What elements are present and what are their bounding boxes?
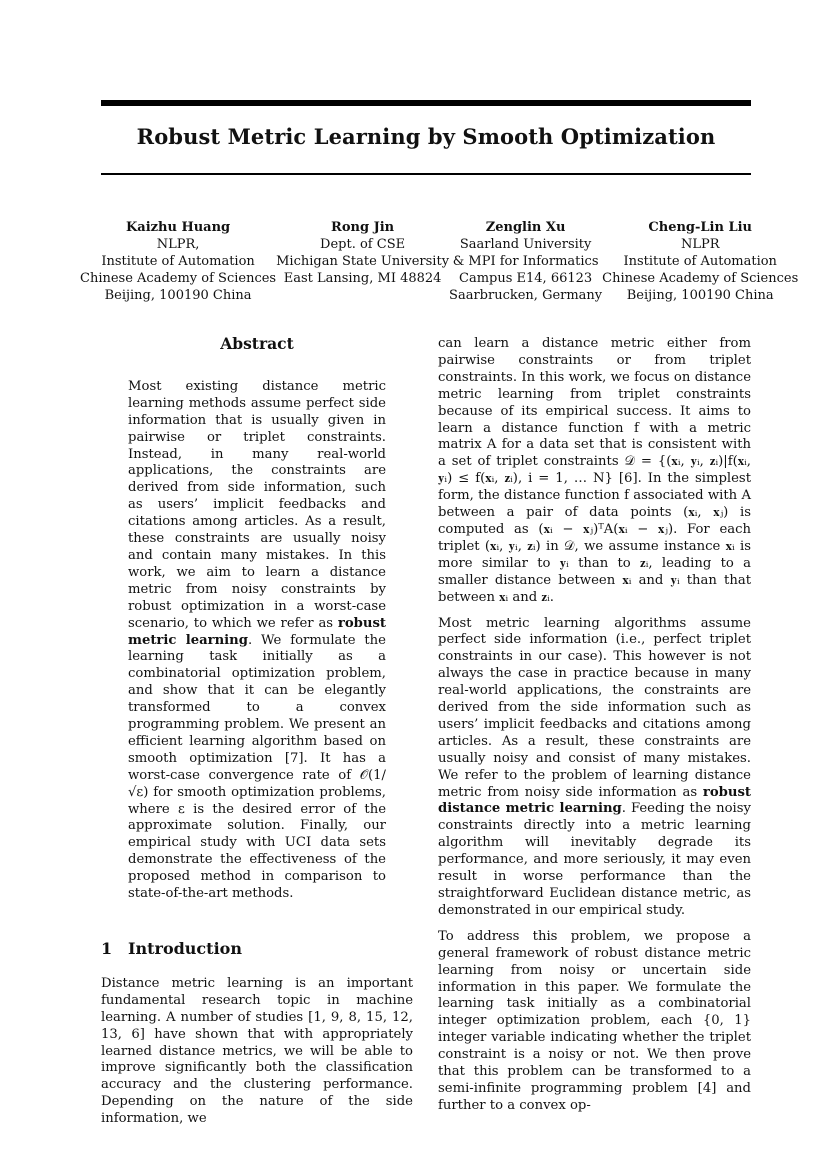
section-title: Introduction — [128, 939, 242, 958]
author-affiliation-line: Campus E14, 66123 — [459, 271, 593, 286]
author-jin — [276, 219, 449, 304]
author-affiliation-line: Beijing, 100190 China — [104, 288, 252, 303]
right-column — [438, 336, 751, 1115]
author-affiliation-line: Michigan State University — [276, 254, 450, 269]
author-huang — [80, 219, 276, 304]
author-affiliation-line: NLPR, — [156, 237, 200, 252]
abstract-heading: Abstract — [220, 334, 294, 353]
left-column — [101, 336, 413, 1128]
author-liu — [602, 219, 798, 304]
title-rule-top — [101, 100, 751, 106]
author-affiliation-line: Beijing, 100190 China — [626, 288, 774, 303]
abstract-text — [128, 379, 386, 903]
intro-paragraph: Distance metric learning is an important fundamental research topic in machine learning. A number of studies [1, 9, 8, 15, 12, 13, 6] have shown that with appropriately learned distance metrics, we will be able to improve significantly both the classification accuracy and the clustering performance. Depending on the nature of the side information, we — [101, 975, 413, 1127]
abstract-text-part: Most existing distance metric learning methods assume perfect side information that is usually given in pairwise or triplet constraints. Instead, in many real-world applications, the constraints are derived from side information, such as users’ implicit feedbacks and citations among articles. As a result, these constraints are usually noisy and contain many mistakes. In this work, we aim to learn a distance metric from noisy constraints by robust optimization in a worst-case scenario, to which we refer as — [128, 378, 386, 631]
body-text-part: Most metric learning algorithms assume perfect side information (i.e., perfect triplet constraints in our case). This however is not always the case in practice because in many real-world applications, the constraints are derived from the side information such as users’ implicit feedbacks and citations among articles. As a result, these constraints are usually noisy and consist of many mistakes. We refer to the problem of learning distance metric from noisy side information as — [438, 615, 751, 800]
title-rule-bottom — [101, 173, 751, 175]
section-heading-introduction — [101, 941, 413, 958]
author-affiliation-line: Chinese Academy of Sciences — [602, 271, 799, 286]
body-paragraph: To address this problem, we propose a general framework of robust distance metric learning from noisy or uncertain side information in this paper. We formulate the learning task initially as a combinatorial integer optimization problem, each {0, 1} integer variable indicating whether the triplet constraint is a noisy or not. We then prove that this problem can be transformed to a semi-infinite programming problem [4] and further to a convex op- — [438, 928, 751, 1113]
abstract-text-part: . We formulate the learning task initially as a combinatorial optimization problem, and show that it can be elegantly transformed to a convex programming problem. We present an efficient learning algorithm based on smooth optimization [7]. It has a worst-case convergence rate of 𝒪(1/√ε) for smooth optimization problems, where ε is the desired error of the approximate solution. Finally, our empirical study with UCI data sets demonstrate the effectiveness of the proposed method in comparison to state-of-the-art methods. — [128, 632, 386, 902]
author-name: Kaizhu Huang — [125, 220, 231, 235]
abstract-bold-term: robust metric learning — [128, 615, 386, 648]
author-name: Cheng-Lin Liu — [648, 220, 752, 235]
body-text-part: . Feeding the noisy constraints directly into a metric learning algorithm will inevitably degrade its performance, and more seriously, it may even result in worse performance than the straightforward Euclidean distance metric, as demonstrated in our empirical study. — [438, 801, 751, 918]
section-number: 1 — [101, 939, 113, 958]
author-affiliation-line: Saarland University — [459, 237, 592, 252]
author-block — [80, 219, 799, 304]
author-affiliation-line: Institute of Automation — [101, 254, 255, 269]
author-affiliation-line: Saarbrucken, Germany — [449, 288, 603, 303]
body-paragraph — [438, 616, 751, 920]
author-name: Rong Jin — [331, 220, 395, 235]
body-paragraph: can learn a distance metric either from pairwise constraints or from triplet constraints. In this work, we focus on distance metric learning from triplet constraints because of its empirical success. It aims to learn a distance function f with a metric matrix A for a data set that is consistent with a set of triplet constraints 𝒟 = {(𝐱ᵢ, 𝐲ᵢ, 𝐳ᵢ)|f(𝐱ᵢ, 𝐲ᵢ) ≤ f(𝐱ᵢ, 𝐳ᵢ), i = 1, … N} [6]. In the simplest form, the distance function f associated with A between a pair of data points (𝐱ᵢ, 𝐱ⱼ) is computed as (𝐱ᵢ − 𝐱ⱼ)ᵀA(𝐱ᵢ − 𝐱ⱼ). For each triplet (𝐱ᵢ, 𝐲ᵢ, 𝐳ᵢ) in 𝒟, we assume instance 𝐱ᵢ is more similar to 𝐲ᵢ than to 𝐳ᵢ, leading to a smaller distance between 𝐱ᵢ and 𝐲ᵢ than that between 𝐱ᵢ and 𝐳ᵢ. — [438, 336, 751, 605]
body-bold-term: robust distance metric learning — [438, 784, 751, 817]
paper-title: Robust Metric Learning by Smooth Optimization — [136, 124, 716, 149]
author-affiliation-line: Dept. of CSE — [320, 237, 406, 252]
author-name: Zenglin Xu — [485, 220, 566, 235]
author-xu — [449, 219, 602, 304]
author-affiliation-line: Institute of Automation — [623, 254, 777, 269]
author-affiliation-line: Chinese Academy of Sciences — [80, 271, 277, 286]
author-affiliation-line: NLPR — [680, 237, 720, 252]
author-affiliation-line: & MPI for Informatics — [452, 254, 599, 269]
author-affiliation-line: East Lansing, MI 48824 — [283, 271, 442, 286]
